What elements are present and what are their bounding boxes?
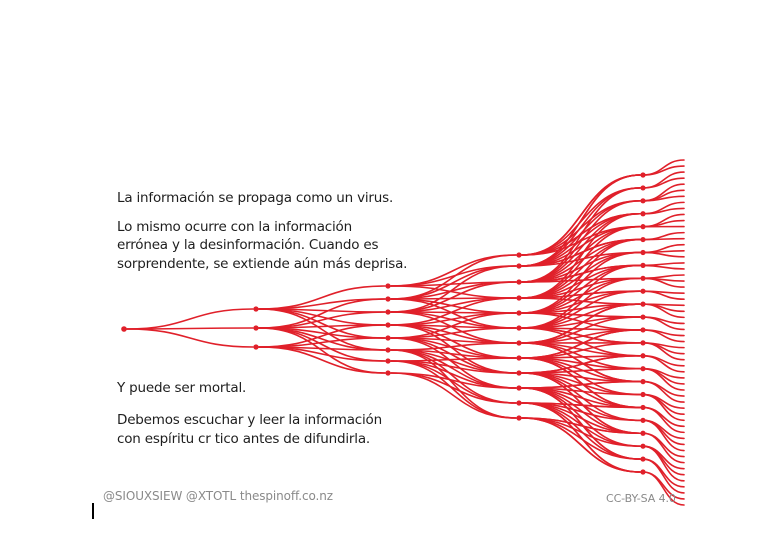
node-dot: [121, 326, 127, 332]
node-dot: [253, 306, 258, 311]
advice-line-1: Debemos escuchar y leer la información: [117, 412, 382, 428]
branch-line: [391, 358, 516, 361]
node-dot: [516, 252, 521, 257]
node-dot: [516, 340, 521, 345]
node-dot: [385, 283, 390, 288]
node-dot: [640, 405, 645, 410]
edge-strand: [643, 239, 684, 240]
mortal-text: Y puede ser mortal.: [117, 380, 247, 396]
misinformation-line-2: errónea y la desinformación. Cuando es: [117, 237, 379, 253]
node-dot: [516, 385, 521, 390]
node-dot: [640, 237, 645, 242]
node-dot: [385, 309, 390, 314]
node-dot: [640, 250, 645, 255]
node-dot: [516, 279, 521, 284]
node-dot: [385, 335, 390, 340]
node-dot: [640, 263, 645, 268]
node-dot: [640, 469, 645, 474]
edge-strand: [643, 196, 684, 201]
node-dot: [516, 355, 521, 360]
misinformation-line-3: sorprendente, se extiende aún más deprisa.: [117, 256, 408, 272]
node-dot: [516, 263, 521, 268]
node-dot: [640, 198, 645, 203]
branch-line: [127, 329, 253, 347]
node-dot: [640, 366, 645, 371]
advice-line-2: con espíritu cr tico antes de difundirla.: [117, 431, 371, 447]
misinformation-line-1: Lo mismo ocurre con la información: [117, 219, 352, 235]
edge-strand: [643, 265, 684, 269]
node-dot: [385, 370, 390, 375]
node-dot: [640, 276, 645, 281]
node-dot: [516, 295, 521, 300]
node-dot: [640, 340, 645, 345]
branch-line: [127, 309, 253, 329]
node-dot: [640, 224, 645, 229]
branch-line: [522, 388, 640, 459]
node-dot: [385, 296, 390, 301]
node-dot: [516, 370, 521, 375]
node-dot: [640, 172, 645, 177]
node-dot: [385, 322, 390, 327]
node-dot: [640, 431, 645, 436]
node-dot: [385, 347, 390, 352]
node-dot: [516, 415, 521, 420]
node-dot: [640, 444, 645, 449]
edge-strand: [643, 407, 684, 426]
author-credits: @SIOUXSIEW @XTOTL thespinoff.co.nz: [103, 489, 333, 503]
node-dot: [640, 185, 645, 190]
node-dot: [640, 327, 645, 332]
node-dot: [640, 211, 645, 216]
text-cursor: [92, 503, 94, 519]
branch-line: [522, 358, 640, 407]
node-dot: [640, 392, 645, 397]
node-dot: [253, 325, 258, 330]
node-dot: [516, 325, 521, 330]
node-dot: [516, 310, 521, 315]
edge-strand: [643, 208, 684, 213]
branch-line: [522, 403, 640, 472]
node-dot: [385, 358, 390, 363]
branch-line: [391, 255, 516, 286]
edge-strand: [643, 382, 684, 402]
headline-text: La información se propaga como un virus.: [117, 190, 394, 206]
node-dot: [640, 302, 645, 307]
node-dot: [640, 314, 645, 319]
edge-strand: [643, 395, 684, 415]
branch-line: [259, 286, 385, 309]
node-dot: [516, 400, 521, 405]
edge-strand: [643, 420, 684, 444]
node-dot: [640, 379, 645, 384]
node-dot: [640, 418, 645, 423]
node-dot: [253, 344, 258, 349]
edge-strand: [643, 252, 684, 256]
node-dot: [640, 456, 645, 461]
node-dot: [640, 353, 645, 358]
branch-line: [522, 214, 640, 282]
node-dot: [640, 289, 645, 294]
license-label: CC-BY-SA 4.0: [606, 492, 676, 505]
branch-line: [391, 313, 516, 325]
